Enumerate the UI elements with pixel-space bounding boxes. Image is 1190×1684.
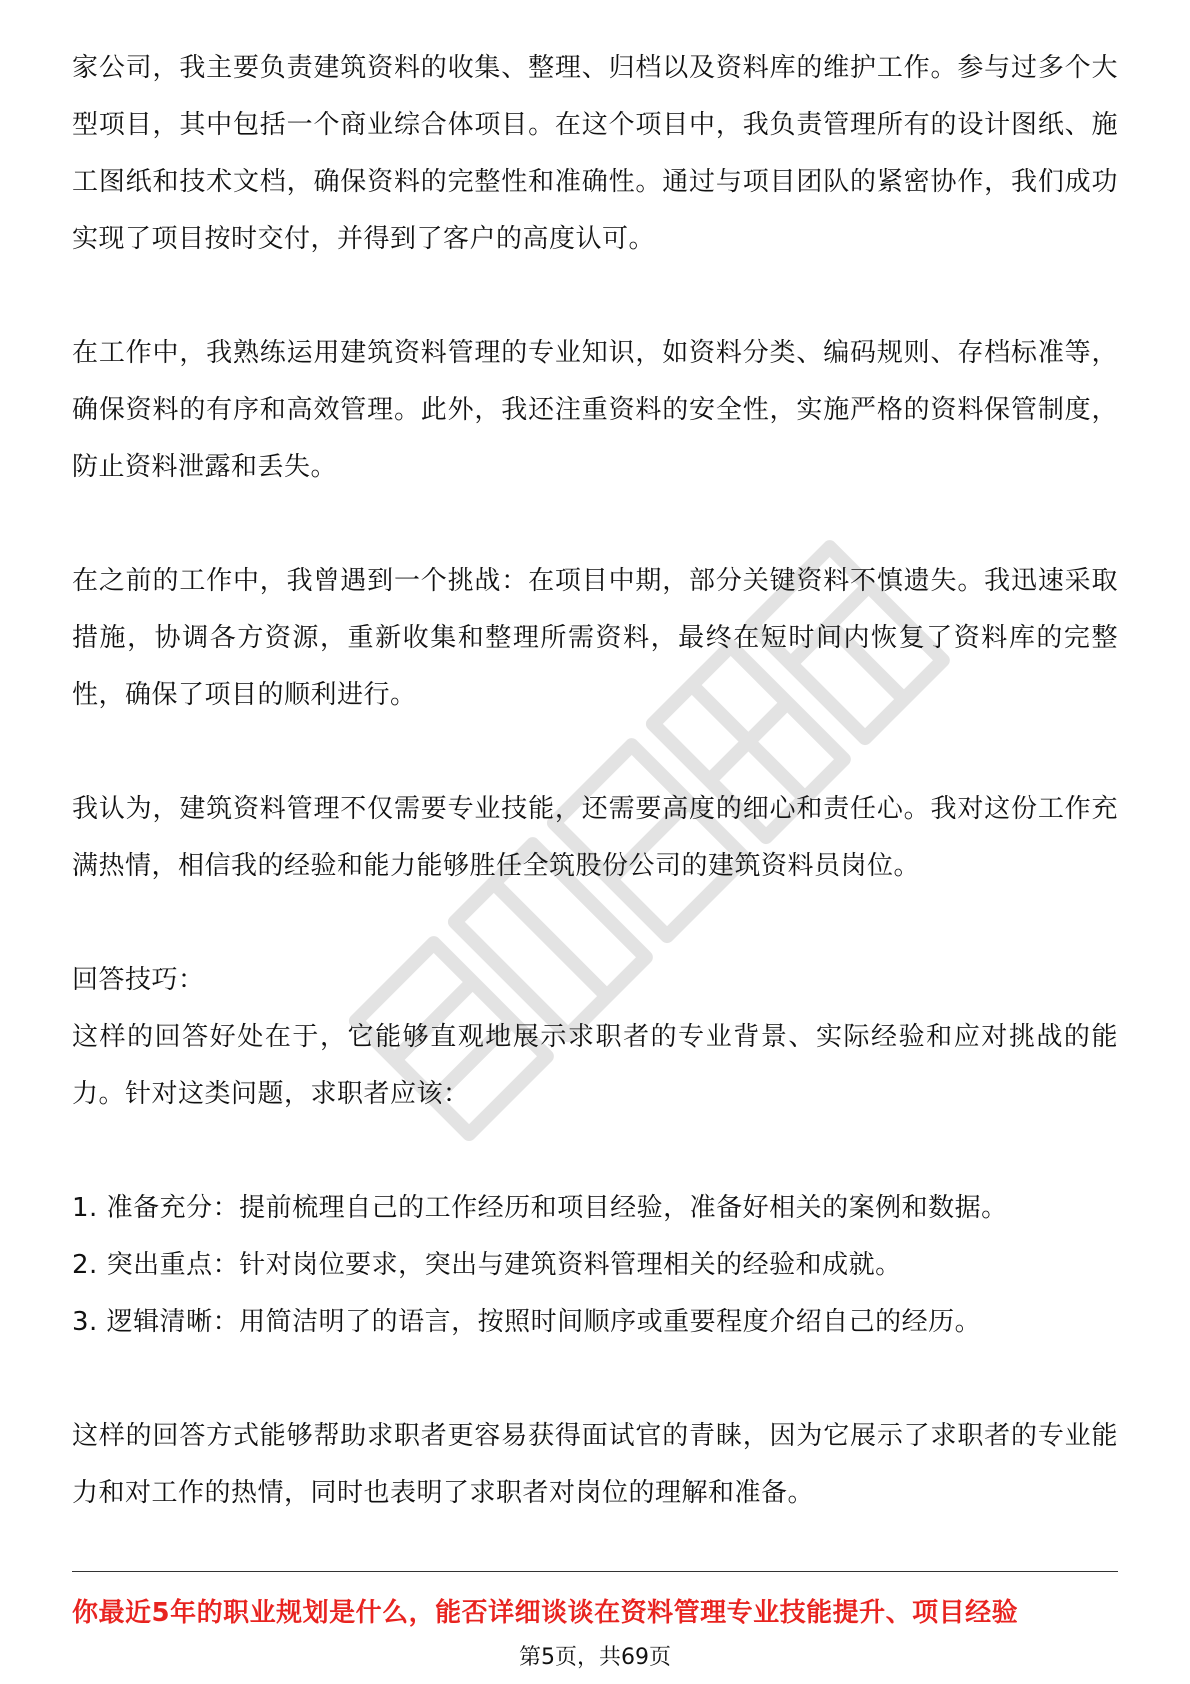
answer-paragraph-4: 我认为，建筑资料管理不仅需要专业技能，还需要高度的细心和责任心。我对这份工作充满热情，相信我的经验和能力能够胜任全筑股份公司的建筑资料员岗位。 [72,794,1118,881]
answer-paragraph-2: 在工作中，我熟练运用建筑资料管理的专业知识，如资料分类、编码规则、存档标准等，确保资料的有序和高效管理。此外，我还注重资料的安全性，实施严格的资料保管制度，防止资料泄露和丢失。 [72,338,1118,482]
tips-list-item: 2. 突出重点：针对岗位要求，突出与建筑资料管理相关的经验和成就。 [72,1250,902,1280]
page-number: 第5页，共69页 [519,1645,671,1670]
document-body [72,40,1118,1522]
tips-heading: 回答技巧： [72,965,205,995]
next-question-title: 你最近5年的职业规划是什么，能否详细谈谈在资料管理专业技能提升、项目经验 [72,1598,1019,1628]
tips-intro: 这样的回答好处在于，它能够直观地展示求职者的专业背景、实际经验和应对挑战的能力。针对这类问题，求职者应该： [72,1022,1118,1109]
tips-conclusion: 这样的回答方式能够帮助求职者更容易获得面试官的青睐，因为它展示了求职者的专业能力和对工作的热情，同时也表明了求职者对岗位的理解和准备。 [72,1421,1118,1508]
answer-paragraph-3: 在之前的工作中，我曾遇到一个挑战：在项目中期，部分关键资料不慎遗失。我迅速采取措施，协调各方资源，重新收集和整理所需资料，最终在短时间内恢复了资料库的完整性，确保了项目的顺利进行。 [72,566,1118,710]
tips-list [72,1180,1118,1351]
answer-paragraph-1: 家公司，我主要负责建筑资料的收集、整理、归档以及资料库的维护工作。参与过多个大型项目，其中包括一个商业综合体项目。在这个项目中，我负责管理所有的设计图纸、施工图纸和技术文档，确保资料的完整性和准确性。通过与项目团队的紧密协作，我们成功实现了项目按时交付，并得到了客户的高度认可。 [72,53,1118,254]
tips-list-item: 1. 准备充分：提前梳理自己的工作经历和项目经验，准备好相关的案例和数据。 [72,1193,1008,1223]
footer-divider [72,1571,1118,1572]
tips-list-item: 3. 逻辑清晰：用简洁明了的语言，按照时间顺序或重要程度介绍自己的经历。 [72,1307,982,1337]
